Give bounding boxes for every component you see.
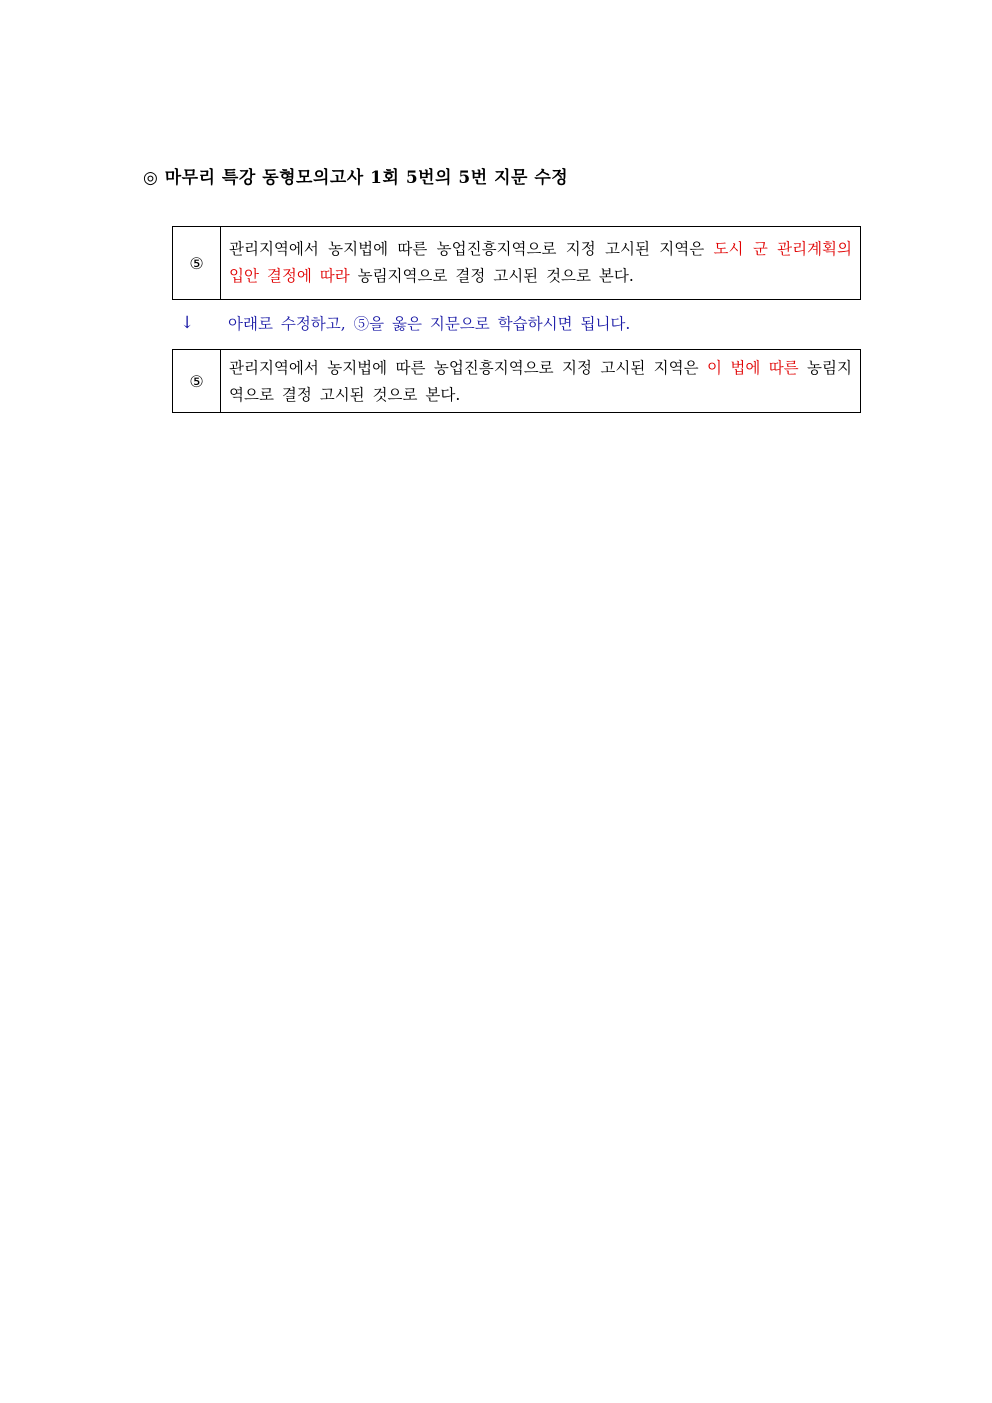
instruction-row — [172, 312, 861, 336]
original-option-box — [172, 226, 861, 300]
option-text-after: 농림지역으로 결정 고시된 것으로 본다. — [349, 267, 634, 285]
option-text-after: 농림지역으로 결정 고시된 것으로 본다. — [229, 359, 852, 404]
option-text — [221, 350, 860, 412]
option-number: ⑤ — [173, 350, 221, 412]
option-text-before: 관리지역에서 농지법에 따른 농업진흥지역으로 지정 고시된 지역은 — [229, 359, 707, 377]
option-text-highlight: 도시 군 관리계획의 입안 결정에 따라 — [229, 240, 852, 285]
option-text-before: 관리지역에서 농지법에 따른 농업진흥지역으로 지정 고시된 지역은 — [229, 240, 714, 258]
option-text-highlight: 이 법에 따른 — [707, 359, 799, 377]
option-text — [221, 227, 860, 299]
page-title: ◎ 마무리 특강 동형모의고사 1회 5번의 5번 지문 수정 — [143, 168, 569, 188]
arrow-down-icon: ↓ — [180, 313, 195, 333]
instruction-text: 아래로 수정하고, ⑤을 옳은 지문으로 학습하시면 됩니다. — [228, 315, 631, 333]
option-number: ⑤ — [173, 227, 221, 299]
corrected-option-box — [172, 349, 861, 413]
